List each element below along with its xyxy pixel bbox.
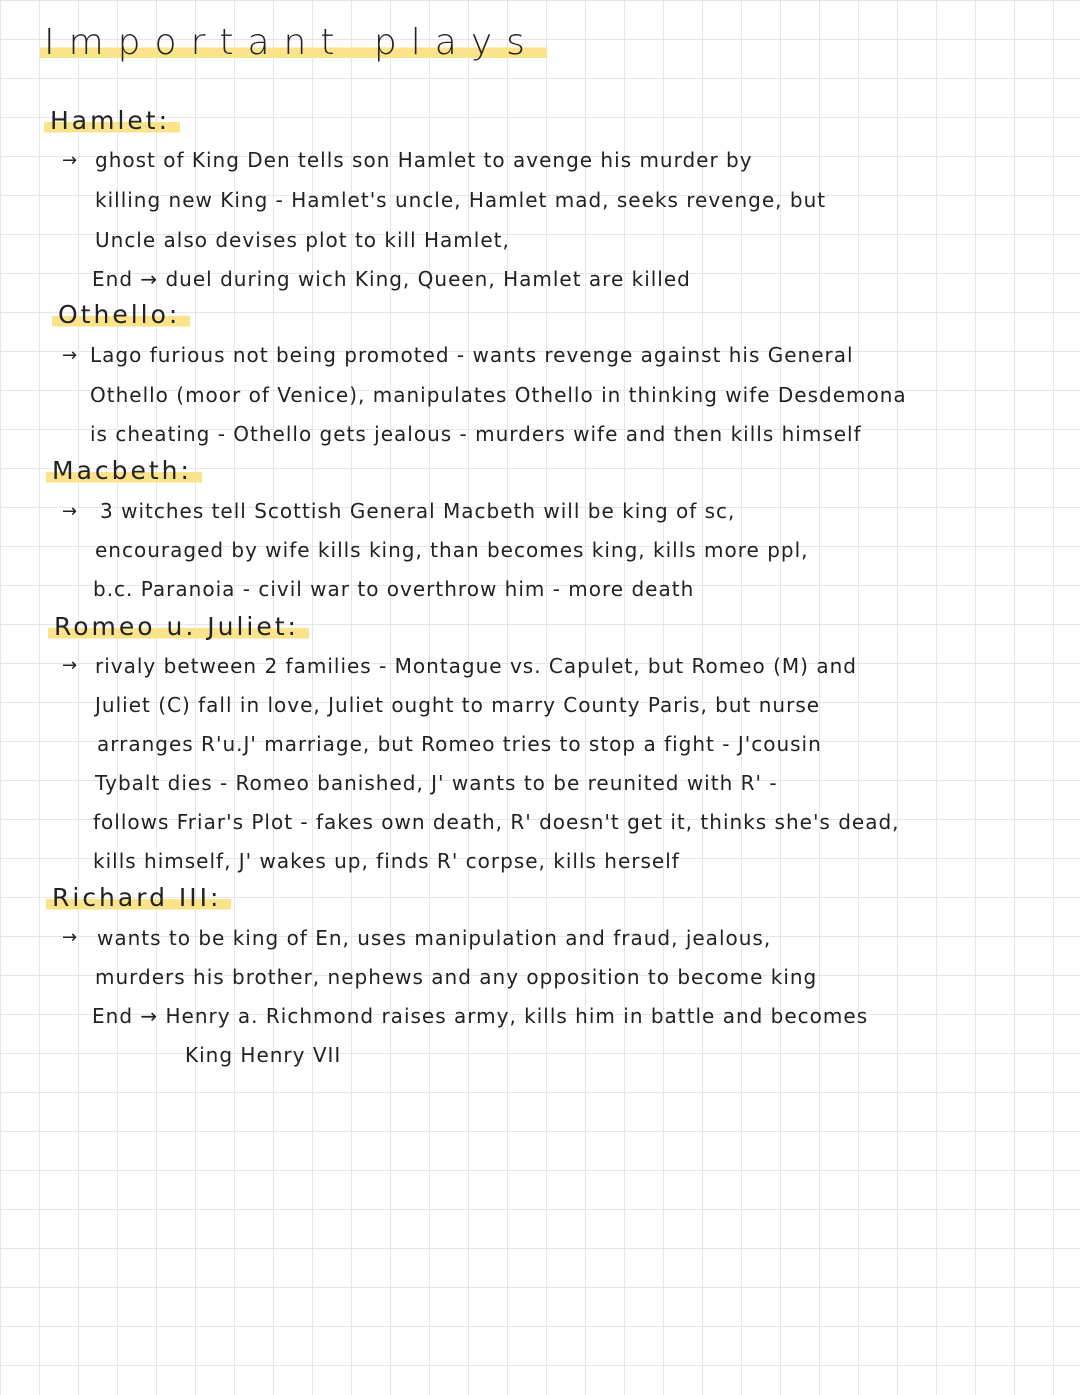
hamlet-line-2: killing new King - Hamlet's uncle, Hamlet mad, seeks revenge, but — [95, 188, 827, 212]
richard-line-2: murders his brother, nephews and any opposition to become king — [95, 965, 818, 989]
arrow-icon: → — [62, 655, 78, 676]
macbeth-line-2: encouraged by wife kills king, than becomes king, kills more ppl, — [95, 538, 809, 562]
page-title: Important plays — [40, 22, 547, 63]
macbeth-line-3: b.c. Paranoia - civil war to overthrow him - more death — [93, 577, 695, 601]
hamlet-line-1: ghost of King Den tells son Hamlet to avenge his murder by — [95, 148, 753, 172]
heading-richard-iii: Richard III: — [46, 883, 231, 912]
richard-line-3: End → Henry a. Richmond raises army, kills him in battle and becomes — [92, 1004, 869, 1028]
arrow-icon: → — [62, 345, 78, 366]
romeo-juliet-line-6: kills himself, J' wakes up, finds R' corpse, kills herself — [93, 849, 680, 873]
othello-line-1: Lago furious not being promoted - wants revenge against his General — [90, 343, 854, 367]
heading-romeo-juliet: Romeo u. Juliet: — [48, 612, 309, 641]
arrow-icon: → — [62, 927, 78, 948]
hamlet-line-3: Uncle also devises plot to kill Hamlet, — [95, 228, 510, 252]
richard-line-1: wants to be king of En, uses manipulation and fraud, jealous, — [97, 926, 772, 950]
heading-hamlet: Hamlet: — [44, 106, 180, 135]
richard-line-4: King Henry VII — [185, 1043, 342, 1067]
heading-macbeth: Macbeth: — [46, 456, 202, 485]
macbeth-line-1: 3 witches tell Scottish General Macbeth will be king of sc, — [100, 499, 736, 523]
romeo-juliet-line-2: Juliet (C) fall in love, Juliet ought to marry County Paris, but nurse — [95, 693, 821, 717]
othello-line-3: is cheating - Othello gets jealous - murders wife and then kills himself — [90, 422, 862, 446]
arrow-icon: → — [62, 150, 78, 171]
romeo-juliet-line-1: rivaly between 2 families - Montague vs. Capulet, but Romeo (M) and — [95, 654, 857, 678]
romeo-juliet-line-4: Tybalt dies - Romeo banished, J' wants to be reunited with R' - — [95, 771, 778, 795]
arrow-icon: → — [62, 501, 78, 522]
romeo-juliet-line-3: arranges R'u.J' marriage, but Romeo tries to stop a fight - J'cousin — [97, 732, 822, 756]
heading-othello: Othello: — [52, 300, 190, 329]
romeo-juliet-line-5: follows Friar's Plot - fakes own death, R' doesn't get it, thinks she's dead, — [93, 810, 900, 834]
hamlet-line-4: End → duel during wich King, Queen, Hamlet are killed — [92, 267, 691, 291]
othello-line-2: Othello (moor of Venice), manipulates Othello in thinking wife Desdemona — [90, 383, 907, 407]
